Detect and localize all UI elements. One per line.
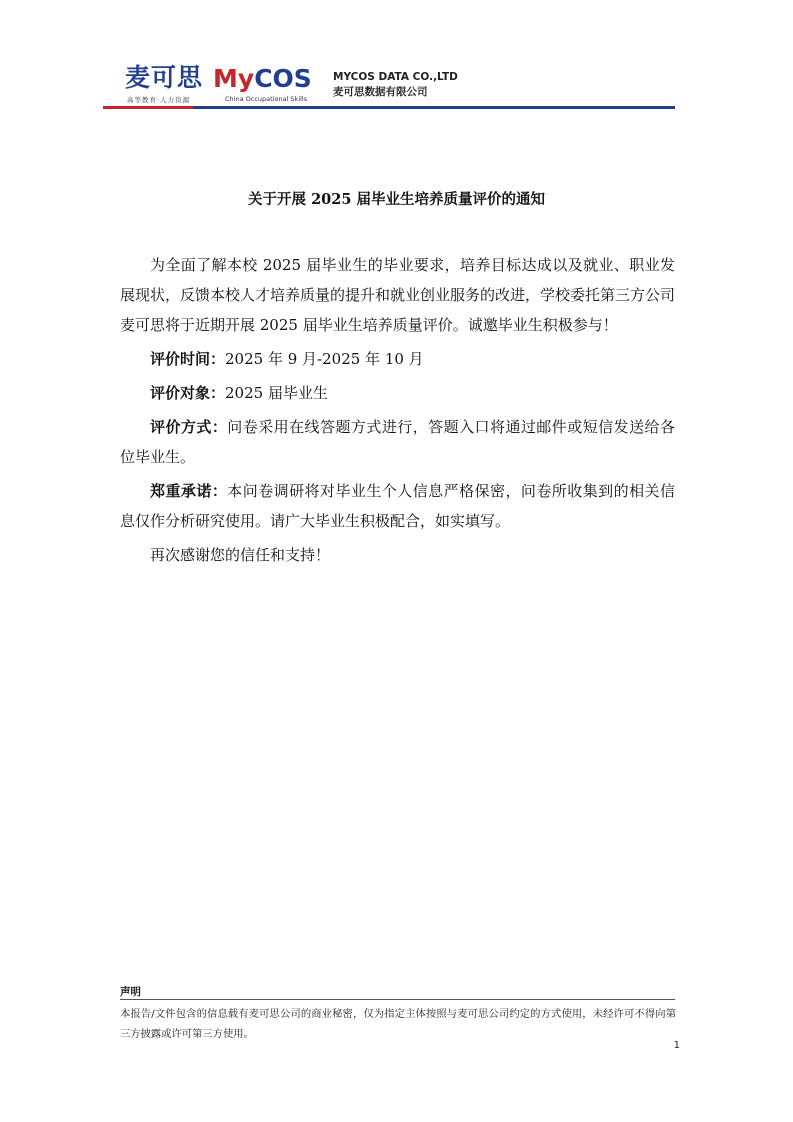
evaluation-time-label: 评价时间： [150, 350, 226, 368]
logo-my: My [213, 64, 255, 93]
evaluation-target [120, 378, 675, 408]
evaluation-method [120, 412, 675, 472]
privacy-promise [120, 476, 675, 536]
thanks-line: 再次感谢您的信任和支持！ [150, 546, 331, 564]
evaluation-target-label: 评价对象： [150, 384, 226, 402]
evaluation-method-value: 问卷采用在线答题方式进行，答题入口将通过邮件或短信发送给各位毕业生。 [120, 418, 675, 466]
company-name-cn: 麦可思数据有限公司 [333, 86, 428, 98]
header-divider-red [103, 106, 193, 109]
company-name [333, 70, 458, 100]
evaluation-target-value: 2025 届毕业生 [225, 384, 328, 402]
logo-english-text [213, 65, 312, 93]
page-number: 1 [673, 1040, 680, 1051]
document-title: 关于开展 2025 届毕业生培养质量评价的通知 [248, 191, 545, 208]
logo-chinese-subtitle: 高等教育·人力资源 [127, 96, 191, 104]
logo-chinese-text: 麦可思 [125, 63, 204, 92]
logo-english-subtitle: China Occupational Skills [225, 95, 308, 103]
intro-paragraph: 为全面了解本校 2025 届毕业生的毕业要求，培养目标达成以及就业、职业发展现状，反馈本校人才培养质量的提升和就业创业服务的改进，学校委托第三方公司麦可思将于近期开展 2025 届毕业生培养质量评价。诚邀毕业生积极参与！ [120, 256, 676, 334]
evaluation-method-label: 评价方式： [150, 418, 228, 436]
document-body [120, 250, 675, 574]
logo-cos: COS [254, 64, 312, 93]
evaluation-time-value: 2025 年 9 月-2025 年 10 月 [225, 350, 424, 368]
declaration-divider [120, 999, 675, 1000]
mycos-logo [125, 64, 325, 106]
company-name-en: MYCOS DATA CO.,LTD [333, 71, 458, 83]
privacy-promise-value: 本问卷调研将对毕业生个人信息严格保密，问卷所收集到的相关信息仅作分析研究使用。请广大毕业生积极配合，如实填写。 [120, 482, 675, 530]
privacy-promise-label: 郑重承诺： [150, 482, 228, 500]
declaration-title: 声明 [120, 986, 141, 998]
declaration-text: 本报告/文件包含的信息载有麦可思公司的商业秘密，仅为指定主体按照与麦可思公司约定的方式使用，未经许可不得向第三方披露或许可第三方使用。 [120, 1008, 676, 1040]
evaluation-time [120, 344, 675, 374]
